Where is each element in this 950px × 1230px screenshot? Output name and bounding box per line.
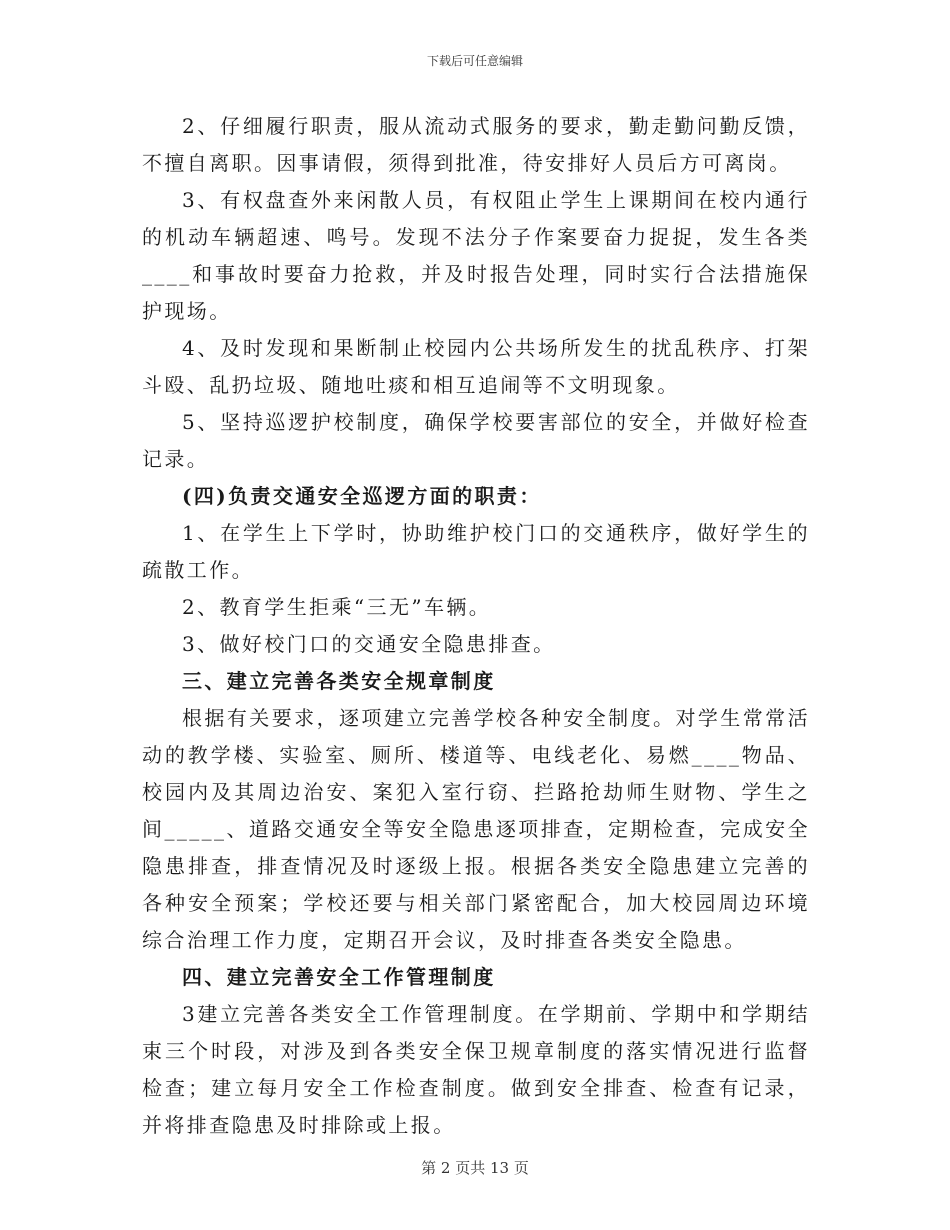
heading-traffic-duties: (四)负责交通安全巡逻方面的职责： bbox=[182, 484, 542, 508]
paragraph-duty-3: 3、有权盘查外来闲散人员，有权阻止学生上课期间在校内通行的机动车辆超速、鸣号。发现不法分子作案要奋力捉捉，发生各类____和事故时要奋力抢救，并及时报告处理，同时实行合法措施保护现场。 bbox=[142, 188, 810, 323]
document-body bbox=[142, 108, 810, 1144]
paragraph-duty-4: 4、及时发现和果断制止校园内公共场所发生的扰乱秩序、打架斗殴、乱扔垃圾、随地吐痰和相互追闹等不文明现象。 bbox=[142, 336, 810, 397]
paragraph-traffic-2: 2、教育学生拒乘“三无”车辆。 bbox=[182, 595, 492, 619]
paragraph-duty-5: 5、坚持巡逻护校制度，确保学校要害部位的安全，并做好检查记录。 bbox=[142, 410, 810, 471]
paragraph-traffic-3: 3、做好校门口的交通安全隐患排查。 bbox=[182, 632, 556, 656]
page-footer: 第 2 页共 13 页 bbox=[421, 1159, 529, 1177]
paragraph-duty-2: 2、仔细履行职责，服从流动式服务的要求，勤走勤问勤反馈，不擅自离职。因事请假，须得到批准，待安排好人员后方可离岗。 bbox=[142, 114, 810, 175]
heading-section-3: 三、建立完善各类安全规章制度 bbox=[182, 669, 496, 693]
paragraph-section-3: 根据有关要求，逐项建立完善学校各种安全制度。对学生常常活动的教学楼、实验室、厕所、楼道等、电线老化、易燃____物品、校园内及其周边治安、案犯入室行窃、拦路抢劫师生财物、学生之间_____、道路交通安全等安全隐患逐项排查，定期检查，完成安全隐患排查，排查情况及时逐级上报。根据各类安全隐患建立完善的各种安全预案；学校还要与相关部门紧密配合，加大校园周边环境综合治理工作力度，定期召开会议，及时排查各类安全隐患。 bbox=[142, 706, 810, 952]
paragraph-section-4: 3建立完善各类安全工作管理制度。在学期前、学期中和学期结束三个时段，对涉及到各类安全保卫规章制度的落实情况进行监督检查；建立每月安全工作检查制度。做到安全排查、检查有记录，并将排查隐患及时排除或上报。 bbox=[142, 1002, 810, 1137]
page-header: 下载后可任意编辑 bbox=[426, 54, 523, 68]
heading-section-4: 四、建立完善安全工作管理制度 bbox=[182, 965, 496, 989]
paragraph-traffic-1: 1、在学生上下学时，协助维护校门口的交通秩序，做好学生的疏散工作。 bbox=[142, 521, 810, 582]
